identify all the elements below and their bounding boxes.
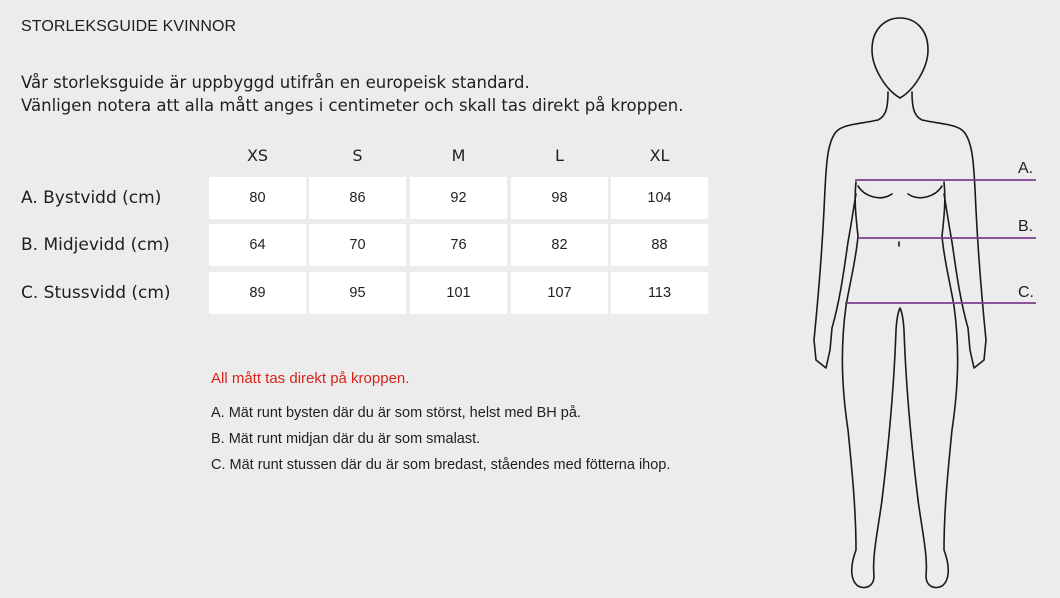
notes-heading: All mått tas direkt på kroppen. xyxy=(211,370,410,387)
table-cell: 82 xyxy=(511,224,608,266)
table-cell: 95 xyxy=(309,272,406,314)
intro-line-2: Vänligen notera att alla mått anges i centimeter och skall tas direkt på kroppen. xyxy=(21,96,684,115)
intro-line-1: Vår storleksguide är uppbyggd utifrån en europeisk standard. xyxy=(21,73,530,92)
table-cell: 80 xyxy=(209,177,306,219)
note-bust: A. Mät runt bysten där du är som störst, helst med BH på. xyxy=(211,405,581,421)
page-title: STORLEKSGUIDE KVINNOR xyxy=(21,18,237,35)
column-header-xl: XL xyxy=(649,146,670,165)
measurement-notes xyxy=(211,370,670,483)
table-cell: 101 xyxy=(410,272,507,314)
table-cell: 89 xyxy=(209,272,306,314)
row-label-bust: A. Bystvidd (cm) xyxy=(21,188,162,208)
column-header-xs: XS xyxy=(246,146,269,165)
measure-label-c: C. xyxy=(1018,284,1034,301)
measure-label-b: B. xyxy=(1018,218,1034,235)
table-cell: 64 xyxy=(209,224,306,266)
column-header-s: S xyxy=(352,146,363,165)
note-waist: B. Mät runt midjan där du är som smalast. xyxy=(211,431,481,447)
column-header-l: L xyxy=(555,146,564,165)
table-cell: 70 xyxy=(309,224,406,266)
intro-text xyxy=(21,71,683,117)
column-header-m: M xyxy=(451,146,466,165)
table-cell: 104 xyxy=(611,177,708,219)
table-cell: 76 xyxy=(410,224,507,266)
measure-label-a: A. xyxy=(1018,160,1034,177)
measurement-lines xyxy=(845,180,1036,303)
row-label-waist: B. Midjevidd (cm) xyxy=(21,235,170,255)
row-label-hip: C. Stussvidd (cm) xyxy=(21,283,171,303)
note-hip: C. Mät runt stussen där du är som bredast, ståendes med fötterna ihop. xyxy=(211,457,671,473)
body-figure-illustration xyxy=(800,10,1060,598)
table-cell: 92 xyxy=(410,177,507,219)
table-cell: 86 xyxy=(309,177,406,219)
table-cell: 98 xyxy=(511,177,608,219)
table-cell: 113 xyxy=(611,272,708,314)
table-cell: 107 xyxy=(511,272,608,314)
table-cell: 88 xyxy=(611,224,708,266)
